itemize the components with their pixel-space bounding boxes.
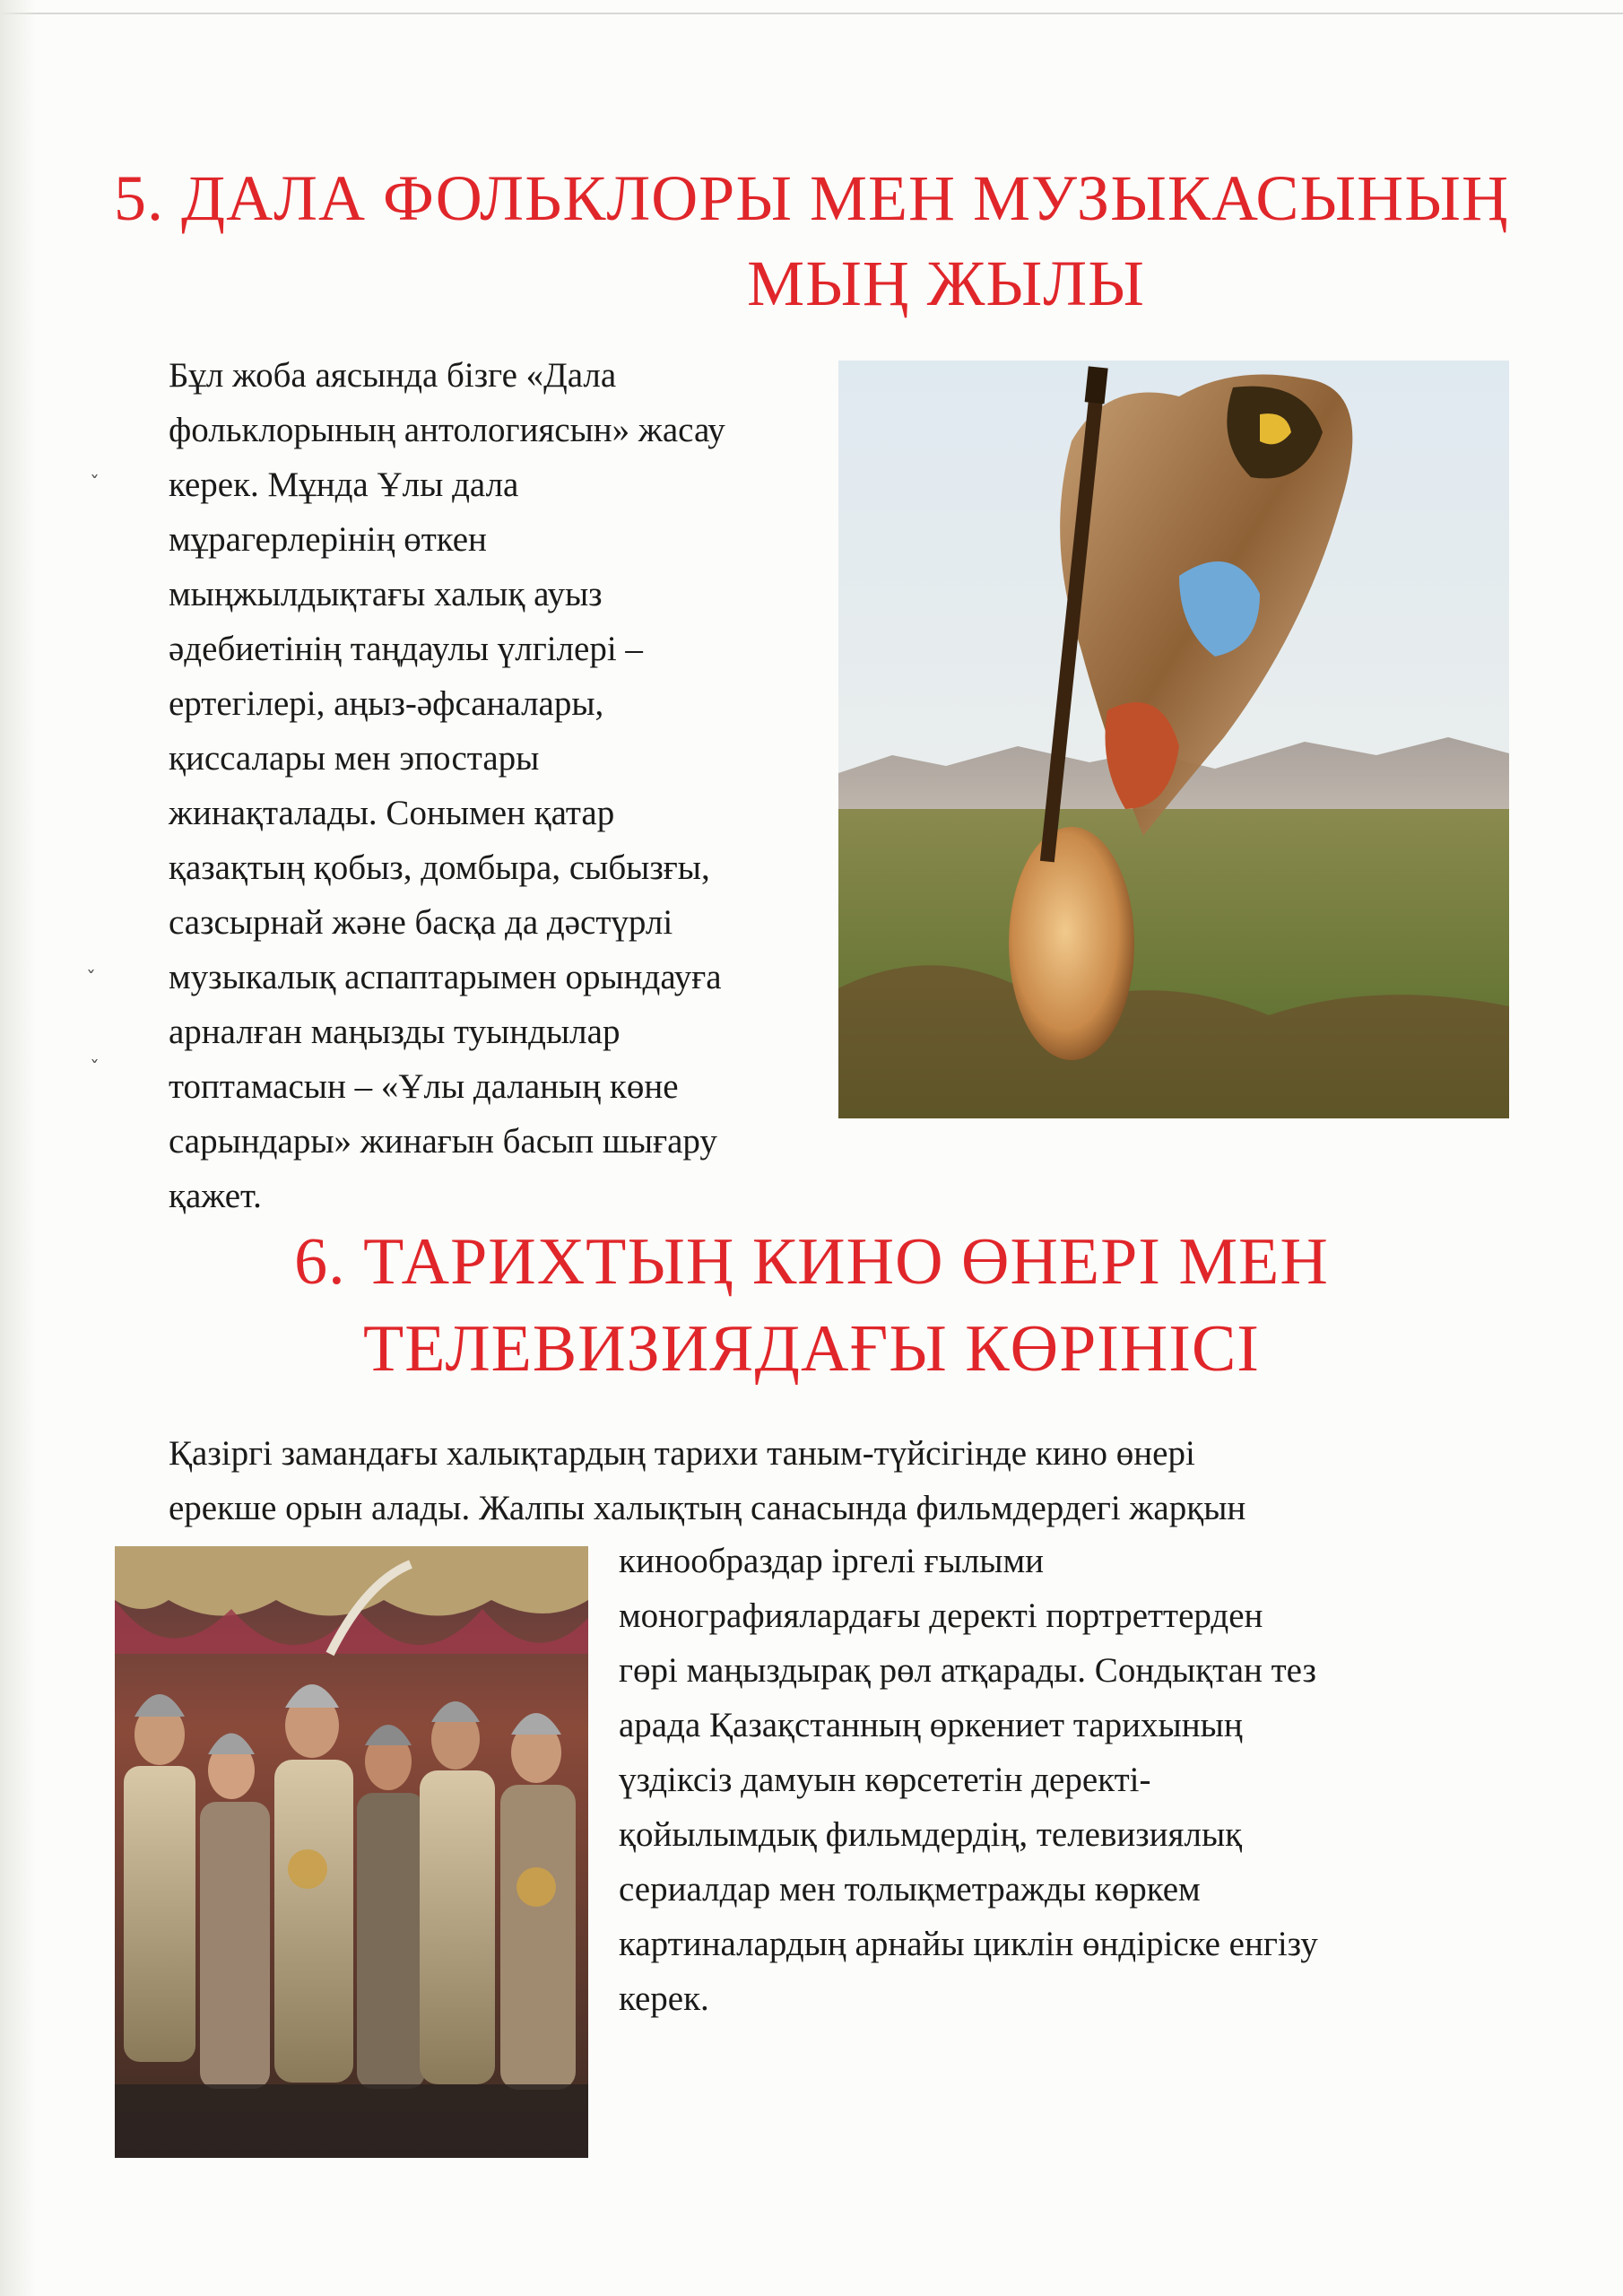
section6-intro [169,1426,1496,1535]
text-line: мұрагерлерінің өткен [169,520,487,559]
text-line: үздіксіз дамуын көрсететін деректі- [619,1761,1151,1799]
text-line: қойылымдық фильмдердің, телевизиялық [619,1815,1243,1854]
section6-title-line1: 6. ТАРИХТЫҢ КИНО ӨНЕРІ МЕН [294,1225,1329,1299]
text-line: керек. Мұнда Ұлы дала [169,465,519,504]
steppe-music-photo [838,361,1509,1118]
text-line: Бұл жоба аясында бізге «Дала [169,356,617,395]
section5-body [169,348,832,1223]
text-line: монографиялардағы деректі портреттерден [619,1596,1263,1635]
historical-film-photo [115,1546,588,2158]
text-line: қажет. [169,1177,262,1215]
text-line: ертегілері, аңыз-әфсаналары, [169,684,604,723]
section6-title-line2: ТЕЛЕВИЗИЯДАҒЫ КӨРІНІСІ [363,1312,1260,1386]
text-line: сериалдар мен толықметражды көркем [619,1870,1201,1909]
text-line: қазақтың қобыз, домбыра, сыбызғы, [169,848,710,887]
text-line: сазсырнай және басқа да дәстүрлі [169,903,673,942]
text-line: арада Қазақстанның өркениет тарихының [619,1706,1243,1744]
text-line: музыкалық аспаптарымен орындауға [169,958,722,996]
text-line: картиналардың арнайы циклін өндіріске енгізу [619,1925,1318,1963]
text-line: жинақталады. Сонымен қатар [169,794,615,832]
section5-title-line2: МЫҢ ЖЫЛЫ [747,248,1145,319]
scan-shadow [0,0,36,2296]
text-line: арналған маңызды туындылар [169,1013,621,1051]
text-line: әдебиетінің таңдаулы үлгілері – [169,630,643,668]
text-line: гөрі маңыздырақ рөл атқарады. Сондықтан тез [619,1651,1316,1690]
text-line: кинообраздар іргелі ғылыми [619,1542,1045,1580]
text-line: топтамасын – «Ұлы даланың көне [169,1067,679,1106]
margin-mark: ˇ [90,474,100,496]
text-line: Қазіргі замандағы халықтардың тарихи таным-түйсігінде кино өнері [169,1434,1195,1473]
section6-side-text [619,1534,1480,2026]
text-line: мыңжылдықтағы халық ауыз [169,575,603,613]
text-line: қиссалары мен эпостары [169,739,540,778]
text-line: керек. [619,1979,709,2018]
text-line: ерекше орын алады. Жалпы халықтың санасында фильмдердегі жарқын [169,1489,1246,1527]
scan-edge-line [0,13,1623,14]
text-line: фольклорының антологиясын» жасау [169,411,725,449]
section5-title-line1: 5. ДАЛА ФОЛЬКЛОРЫ МЕН МУЗЫКАСЫНЫҢ [114,162,1509,234]
margin-mark: ˇ [86,969,96,991]
margin-mark: ˇ [90,1058,100,1081]
text-line: сарындары» жинағын басып шығару [169,1122,717,1161]
